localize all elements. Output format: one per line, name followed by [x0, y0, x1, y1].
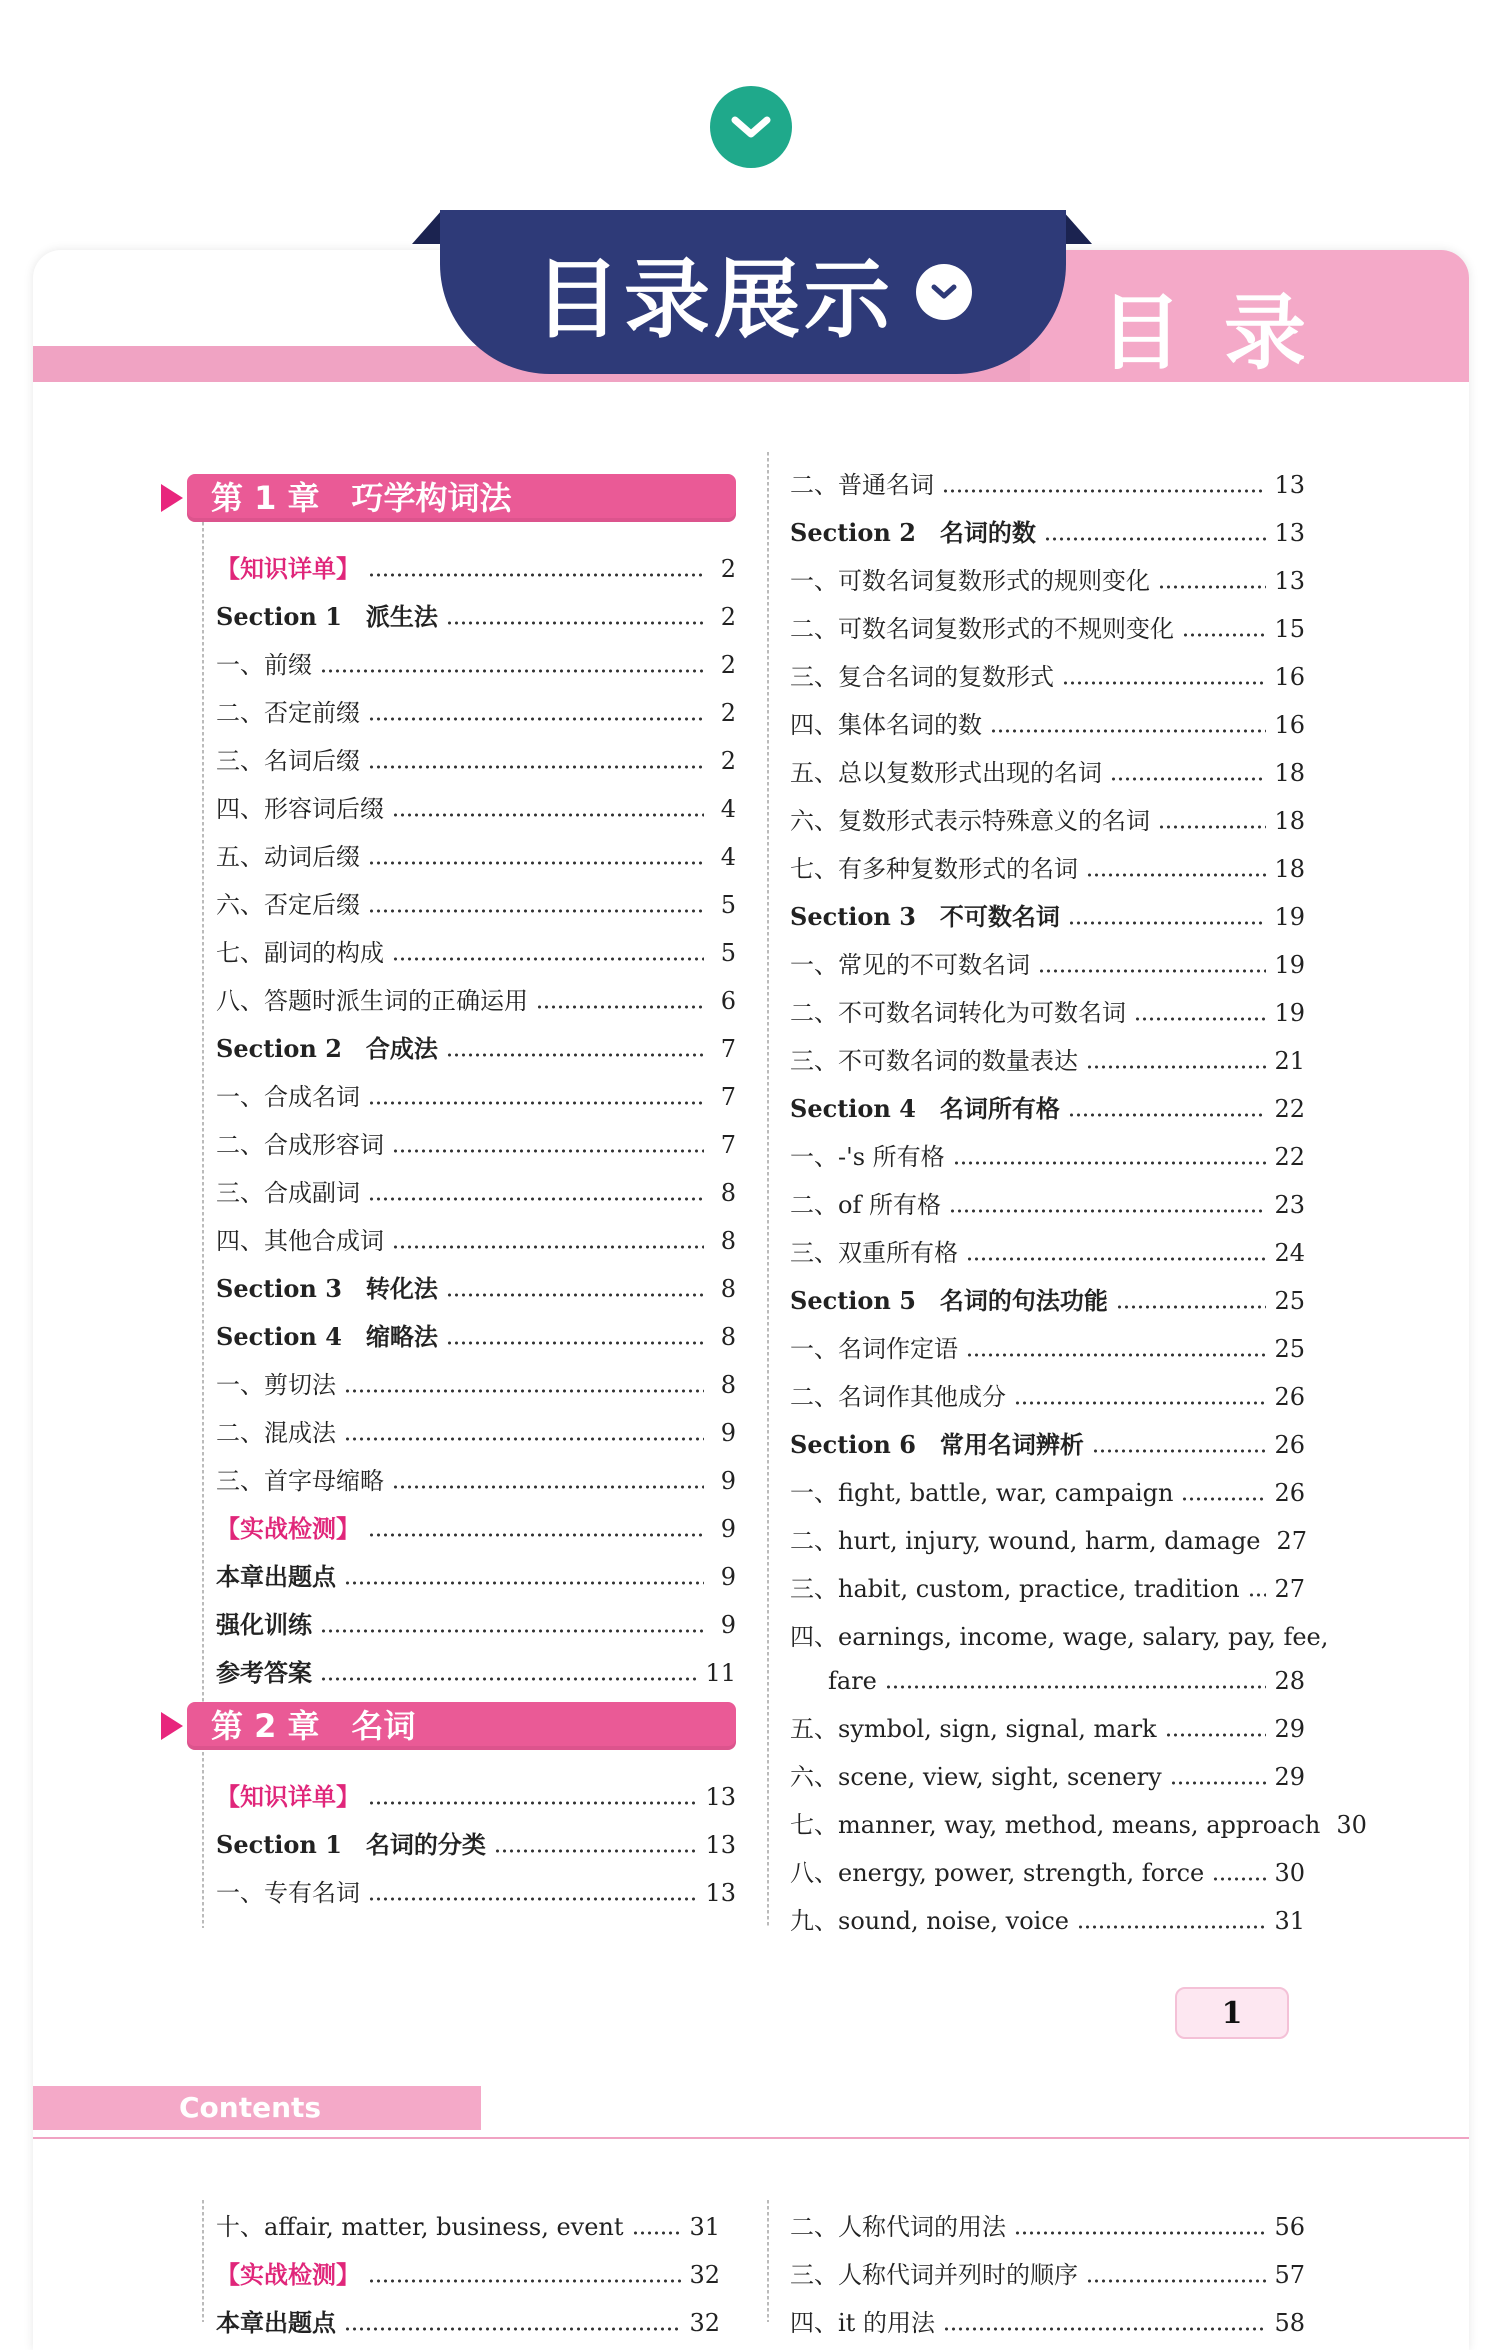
toc-entry[interactable]	[790, 836, 1305, 884]
toc-entry-title: fare	[828, 1667, 877, 1695]
leader-dots	[942, 489, 1266, 493]
toc-entry-page: 7	[720, 1131, 736, 1159]
toc-entry[interactable]	[216, 1544, 736, 1592]
toc-entry[interactable]	[790, 1508, 1308, 1556]
toc-entry-title: 二、合成形容词	[216, 1131, 384, 1159]
toc-entry[interactable]	[216, 824, 736, 872]
toc-entry-page: 58	[1274, 2309, 1305, 2337]
leader-dots	[446, 1293, 704, 1297]
toc-entry[interactable]	[216, 1764, 736, 1812]
leader-dots	[1086, 1065, 1266, 1069]
leader-dots	[1158, 825, 1266, 829]
toc-entry-title: 十、affair, matter, business, event	[216, 2213, 624, 2241]
toc-entry-title: 三、名词后缀	[216, 747, 360, 775]
toc-entry-title: 六、否定后缀	[216, 891, 360, 919]
toc-entry[interactable]	[216, 1860, 736, 1908]
leader-dots	[368, 1197, 704, 1201]
toc-entry[interactable]	[790, 1028, 1305, 1076]
toc-entry-page: 24	[1274, 1239, 1305, 1267]
toc-entry-title: 二、hurt, injury, wound, harm, damage	[790, 1527, 1261, 1555]
toc-entry[interactable]	[790, 1792, 1367, 1840]
toc-entry[interactable]	[790, 1316, 1305, 1364]
toc-entry-title: 本章出题点	[216, 2308, 336, 2337]
toc-entry-title: 三、首字母缩略	[216, 1467, 384, 1495]
leader-dots	[1086, 2279, 1266, 2283]
toc-entry-title: 二、普通名词	[790, 471, 934, 499]
toc-entry[interactable]	[790, 884, 1305, 932]
chapter-arrow-icon	[161, 484, 183, 512]
leader-dots	[320, 1677, 697, 1681]
toc-entry-page: 9	[720, 1467, 736, 1495]
left-divider-page2	[202, 2200, 204, 2322]
toc-entry-title: Section 4 名词所有格	[790, 1094, 1060, 1123]
toc-entry-page: 16	[1274, 663, 1305, 691]
leader-dots	[1044, 537, 1267, 541]
leader-dots	[1068, 1113, 1267, 1117]
leader-dots	[536, 1005, 704, 1009]
right-divider	[767, 452, 769, 1928]
toc-entry[interactable]	[790, 1840, 1305, 1888]
toc-entry-page: 8	[720, 1371, 736, 1399]
toc-entry[interactable]	[790, 740, 1305, 788]
toc-entry-page: 5	[720, 939, 736, 967]
toc-entry-page: 27	[1276, 1527, 1308, 1555]
toc-entry-title: 四、形容词后缀	[216, 795, 384, 823]
toc-entry-title: 三、不可数名词的数量表达	[790, 1047, 1078, 1075]
toc-entry[interactable]	[790, 1124, 1305, 1172]
toc-entry-title: 五、动词后缀	[216, 843, 360, 871]
toc-entry-page: 26	[1274, 1383, 1305, 1411]
toc-entry[interactable]	[790, 980, 1305, 1028]
toc-entry-page: 18	[1274, 855, 1305, 883]
toc-entry-page: 8	[720, 1323, 736, 1351]
toc-entry-title: Section 2 合成法	[216, 1034, 438, 1063]
toc-entry-title: 二、否定前缀	[216, 699, 360, 727]
leader-dots	[1086, 873, 1266, 877]
toc-entry-page: 31	[689, 2213, 720, 2241]
toc-entry-page: 9	[720, 1563, 736, 1591]
toc-entry-title: 本章出题点	[216, 1562, 336, 1591]
toc-entry[interactable]	[790, 452, 1305, 500]
toc-entry-title: 五、symbol, sign, signal, mark	[790, 1715, 1157, 1743]
toc-entry-title: Section 3 不可数名词	[790, 902, 1060, 931]
toc-entry-page: 9	[720, 1515, 736, 1543]
toc-entry[interactable]	[790, 1604, 1329, 1652]
chapter-1-label: 第 1 章 巧学构词法	[187, 474, 736, 522]
toc-entry[interactable]	[216, 2194, 720, 2242]
toc-entry-page: 32	[689, 2261, 720, 2289]
toc-entry-title: 一、剪切法	[216, 1371, 336, 1399]
toc-entry[interactable]	[790, 1172, 1305, 1220]
right-divider-page2	[767, 2200, 769, 2322]
expand-chevron-icon[interactable]	[710, 86, 792, 168]
leader-dots	[966, 1257, 1266, 1261]
toc-entry[interactable]	[216, 584, 736, 632]
chapter-2-label: 第 2 章 名词	[187, 1702, 736, 1750]
toc-entry-title: 二、人称代词的用法	[790, 2213, 1006, 2241]
toc-entry[interactable]	[216, 1400, 736, 1448]
leader-dots	[368, 573, 704, 577]
toc-entry-title: 二、不可数名词转化为可数名词	[790, 999, 1126, 1027]
leader-dots	[446, 621, 704, 625]
toc-entry[interactable]	[790, 2242, 1305, 2290]
leader-dots	[392, 813, 704, 817]
toc-entry[interactable]	[216, 1208, 736, 1256]
toc-entry-title: Section 1 派生法	[216, 602, 438, 631]
leader-dots	[368, 717, 704, 721]
toc-entry-page: 9	[720, 1611, 736, 1639]
leader-dots	[368, 765, 704, 769]
leader-dots	[1170, 1781, 1267, 1785]
leader-dots	[368, 1801, 697, 1805]
toc-entry-title: 六、scene, view, sight, scenery	[790, 1763, 1162, 1791]
toc-entry-page: 27	[1274, 1575, 1305, 1603]
toc-entry[interactable]	[790, 2194, 1305, 2242]
toc-entry-title: 【知识详单】	[216, 554, 360, 583]
toc-entry[interactable]	[216, 1448, 736, 1496]
toc-entry-title: 六、复数形式表示特殊意义的名词	[790, 807, 1150, 835]
contents-divider	[33, 2137, 1469, 2139]
toc-entry-title: 【实战检测】	[216, 2260, 360, 2289]
toc-entry-page: 19	[1274, 903, 1305, 931]
leader-dots	[1014, 1401, 1266, 1405]
toc-entry[interactable]	[216, 536, 736, 584]
toc-entry-title: 二、名词作其他成分	[790, 1383, 1006, 1411]
toc-entry-page: 29	[1274, 1715, 1305, 1743]
leader-dots	[446, 1053, 704, 1057]
toc-entry-page: 22	[1274, 1095, 1305, 1123]
toc-entry-page: 32	[689, 2309, 720, 2337]
toc-entry[interactable]	[790, 932, 1305, 980]
leader-dots	[1116, 1305, 1267, 1309]
toc-entry-page: 2	[720, 699, 736, 727]
toc-entry[interactable]	[790, 596, 1305, 644]
toc-entry-title: Section 6 常用名词辨析	[790, 1430, 1084, 1459]
toc-entry-page: 26	[1274, 1431, 1305, 1459]
leader-dots	[320, 669, 704, 673]
toc-entry-title: 二、可数名词复数形式的不规则变化	[790, 615, 1174, 643]
toc-entry[interactable]	[216, 1496, 736, 1544]
toc-entry-title: 四、earnings, income, wage, salary, pay, fee,	[790, 1623, 1329, 1651]
toc-entry-page: 8	[720, 1275, 736, 1303]
toc-entry-page: 15	[1274, 615, 1305, 643]
leader-dots	[392, 1485, 704, 1489]
contents-band: Contents	[33, 2086, 481, 2130]
leader-dots	[344, 1389, 704, 1393]
toc-entry-page: 16	[1274, 711, 1305, 739]
chapter-arrow-icon	[161, 1712, 183, 1740]
toc-entry[interactable]	[790, 1076, 1305, 1124]
toc-entry-page: 2	[720, 603, 736, 631]
toc-entry[interactable]	[216, 1112, 736, 1160]
leader-dots	[392, 1245, 704, 1249]
toc-entry-title: 一、合成名词	[216, 1083, 360, 1111]
toc-entry-page: 6	[720, 987, 736, 1015]
toc-entry-title: 八、答题时派生词的正确运用	[216, 987, 528, 1015]
toc-entry-title: Section 3 转化法	[216, 1274, 438, 1303]
toc-entry-page: 30	[1336, 1811, 1367, 1839]
toc-entry-title: 二、of 所有格	[790, 1191, 941, 1219]
toc-entry[interactable]	[790, 1696, 1305, 1744]
toc-entry[interactable]	[216, 1160, 736, 1208]
header-tab-title: 目录展示	[534, 250, 894, 350]
leader-dots	[1092, 1449, 1267, 1453]
toc-entry-title: 二、混成法	[216, 1419, 336, 1447]
toc-entry-page: 19	[1274, 951, 1305, 979]
toc-page2-left	[216, 2194, 720, 2338]
toc-entry-title: 三、人称代词并列时的顺序	[790, 2261, 1078, 2289]
toc-entry-title: 四、其他合成词	[216, 1227, 384, 1255]
toc-left-column	[211, 460, 736, 1908]
toc-entry-title: 七、有多种复数形式的名词	[790, 855, 1078, 883]
toc-entry-title: 三、habit, custom, practice, tradition	[790, 1575, 1240, 1603]
toc-entry-page: 26	[1274, 1479, 1305, 1507]
toc-entry[interactable]	[216, 920, 736, 968]
toc-entry-page: 21	[1274, 1047, 1305, 1075]
toc-entry-page: 9	[720, 1419, 736, 1447]
toc-entry[interactable]	[790, 1364, 1305, 1412]
leader-dots	[392, 1149, 704, 1153]
tab-ear-left	[412, 210, 442, 244]
toc-entry[interactable]	[790, 1268, 1305, 1316]
toc-entry-title: 一、专有名词	[216, 1879, 360, 1907]
toc-entry-title: 【知识详单】	[216, 1782, 360, 1811]
header-tab	[440, 210, 1066, 374]
leader-dots	[943, 2327, 1267, 2331]
right-entries	[790, 452, 1308, 1604]
toc-entry-title: 四、it 的用法	[790, 2309, 935, 2337]
leader-dots	[344, 1437, 704, 1441]
toc-entry-page: 5	[720, 891, 736, 919]
toc-entry-page: 13	[705, 1783, 736, 1811]
toc-entry[interactable]	[216, 1352, 736, 1400]
toc-entry-page: 8	[720, 1179, 736, 1207]
leader-dots	[1077, 1925, 1266, 1929]
toc-entry-title: 一、前缀	[216, 651, 312, 679]
leader-dots	[632, 2231, 682, 2235]
toc-page2-right	[790, 2194, 1305, 2338]
toc-entry[interactable]	[790, 1220, 1305, 1268]
toc-entry-page: 13	[1274, 567, 1305, 595]
chapter-2-entries	[216, 1764, 736, 1908]
toc-entry[interactable]	[216, 1016, 736, 1064]
toc-entry-title: Section 4 缩略法	[216, 1322, 438, 1351]
toc-entry-page: 23	[1274, 1191, 1305, 1219]
toc-entry[interactable]	[790, 1744, 1305, 1792]
toc-entry[interactable]	[216, 1592, 736, 1640]
leader-dots	[1014, 2231, 1266, 2235]
toc-entry-page: 25	[1274, 1287, 1305, 1315]
leader-dots	[1062, 681, 1266, 685]
leader-dots	[990, 729, 1266, 733]
leader-dots	[368, 909, 704, 913]
toc-entry[interactable]	[216, 2290, 720, 2338]
leader-dots	[1110, 777, 1266, 781]
leader-dots	[368, 1101, 704, 1105]
toc-entry[interactable]	[216, 1304, 736, 1352]
toc-entry-page: 57	[1274, 2261, 1305, 2289]
toc-entry-page: 13	[705, 1831, 736, 1859]
toc-entry-title: 一、fight, battle, war, campaign	[790, 1479, 1174, 1507]
toc-entry[interactable]	[790, 1888, 1305, 1936]
toc-entry-page: 18	[1274, 807, 1305, 835]
leader-dots	[966, 1353, 1266, 1357]
toc-entry[interactable]	[216, 632, 736, 680]
leader-dots	[885, 1685, 1267, 1689]
toc-entry-page: 7	[720, 1083, 736, 1111]
leader-dots	[1182, 633, 1266, 637]
toc-right-column	[790, 452, 1367, 1936]
leader-dots	[949, 1209, 1266, 1213]
leader-dots	[1134, 1017, 1266, 1021]
leader-dots	[1038, 969, 1266, 973]
toc-entry[interactable]	[216, 1064, 736, 1112]
toc-entry[interactable]	[216, 1812, 736, 1860]
toc-entry-page: 31	[1274, 1907, 1305, 1935]
toc-entry-page: 13	[1274, 519, 1305, 547]
toc-entry-continued[interactable]	[790, 1652, 1305, 1696]
toc-entry-title: 参考答案	[216, 1658, 312, 1687]
leader-dots	[320, 1629, 704, 1633]
toc-entry-title: 一、-'s 所有格	[790, 1143, 945, 1171]
chapter-2-heading[interactable]	[161, 1702, 736, 1750]
toc-entry[interactable]	[216, 728, 736, 776]
toc-entry[interactable]	[790, 548, 1305, 596]
toc-entry-title: Section 2 名词的数	[790, 518, 1036, 547]
toc-entry-title: 一、常见的不可数名词	[790, 951, 1030, 979]
toc-entry-title: Section 5 名词的句法功能	[790, 1286, 1108, 1315]
toc-entry-page: 22	[1274, 1143, 1305, 1171]
toc-entry-title: 一、可数名词复数形式的规则变化	[790, 567, 1150, 595]
leader-dots	[368, 1533, 704, 1537]
header-right-title: 目录	[1100, 286, 1349, 381]
toc-entry-title: 强化训练	[216, 1610, 312, 1639]
toc-entry[interactable]	[790, 1412, 1305, 1460]
toc-entry-page: 13	[1274, 471, 1305, 499]
toc-entry-page: 2	[720, 747, 736, 775]
toc-entry[interactable]	[790, 788, 1305, 836]
toc-entry[interactable]	[790, 692, 1305, 740]
toc-entry[interactable]	[216, 872, 736, 920]
page-number: 1	[1175, 1987, 1289, 2039]
leader-dots	[446, 1341, 704, 1345]
toc-entry[interactable]	[216, 776, 736, 824]
toc-entry[interactable]	[216, 1256, 736, 1304]
leader-dots	[1248, 1593, 1267, 1597]
toc-entry[interactable]	[790, 2290, 1305, 2338]
toc-entry-page: 25	[1274, 1335, 1305, 1363]
leader-dots	[344, 2327, 681, 2331]
leader-dots	[1068, 921, 1267, 925]
right-entries-after	[790, 1696, 1367, 1936]
toc-entry[interactable]	[790, 1460, 1305, 1508]
toc-entry-page: 4	[720, 795, 736, 823]
leader-dots	[392, 957, 704, 961]
toc-entry[interactable]	[790, 1556, 1305, 1604]
toc-entry-title: Section 1 名词的分类	[216, 1830, 486, 1859]
leader-dots	[368, 861, 704, 865]
chapter-1-heading[interactable]	[161, 474, 736, 522]
leader-dots	[368, 1897, 697, 1901]
toc-entry-page: 2	[720, 555, 736, 583]
toc-entry[interactable]	[216, 680, 736, 728]
toc-entry-title: 八、energy, power, strength, force	[790, 1859, 1205, 1887]
tab-ear-right	[1062, 210, 1092, 244]
toc-entry-page: 11	[705, 1659, 736, 1687]
toc-entry-title: 一、名词作定语	[790, 1335, 958, 1363]
toc-entry[interactable]	[790, 500, 1305, 548]
toc-entry-title: 七、副词的构成	[216, 939, 384, 967]
toc-entry-title: 【实战检测】	[216, 1514, 360, 1543]
toc-entry-page: 7	[720, 1035, 736, 1063]
toc-entry-page: 56	[1274, 2213, 1305, 2241]
chapter-1-entries	[216, 536, 736, 1688]
leader-dots	[953, 1161, 1267, 1165]
leader-dots	[1165, 1733, 1267, 1737]
toc-entry-page: 4	[720, 843, 736, 871]
toc-entry-title: 三、合成副词	[216, 1179, 360, 1207]
leader-dots	[368, 2279, 681, 2283]
toc-entry[interactable]	[216, 1640, 736, 1688]
toc-entry-title: 九、sound, noise, voice	[790, 1907, 1069, 1935]
toc-entry[interactable]	[216, 968, 736, 1016]
leader-dots	[494, 1849, 698, 1853]
toc-entry-page: 8	[720, 1227, 736, 1255]
toc-entry[interactable]	[790, 644, 1305, 692]
toc-entry-title: 三、复合名词的复数形式	[790, 663, 1054, 691]
leader-dots	[344, 1581, 704, 1585]
toc-entry-page: 29	[1274, 1763, 1305, 1791]
toc-entry-page: 2	[720, 651, 736, 679]
toc-entry[interactable]	[216, 2242, 720, 2290]
toc-entry-title: 四、集体名词的数	[790, 711, 982, 739]
toc-entry-title: 七、manner, way, method, means, approach	[790, 1811, 1321, 1839]
toc-entry-page: 19	[1274, 999, 1305, 1027]
toc-entry-page: 13	[705, 1879, 736, 1907]
leader-dots	[1212, 1877, 1266, 1881]
chevron-down-icon	[916, 264, 972, 320]
leader-dots	[1158, 585, 1266, 589]
toc-entry-page: 30	[1274, 1859, 1305, 1887]
toc-entry-title: 三、双重所有格	[790, 1239, 958, 1267]
toc-entry-page: 18	[1274, 759, 1305, 787]
toc-entry-title: 五、总以复数形式出现的名词	[790, 759, 1102, 787]
toc-entry-page: 28	[1274, 1667, 1305, 1695]
leader-dots	[1181, 1497, 1266, 1501]
